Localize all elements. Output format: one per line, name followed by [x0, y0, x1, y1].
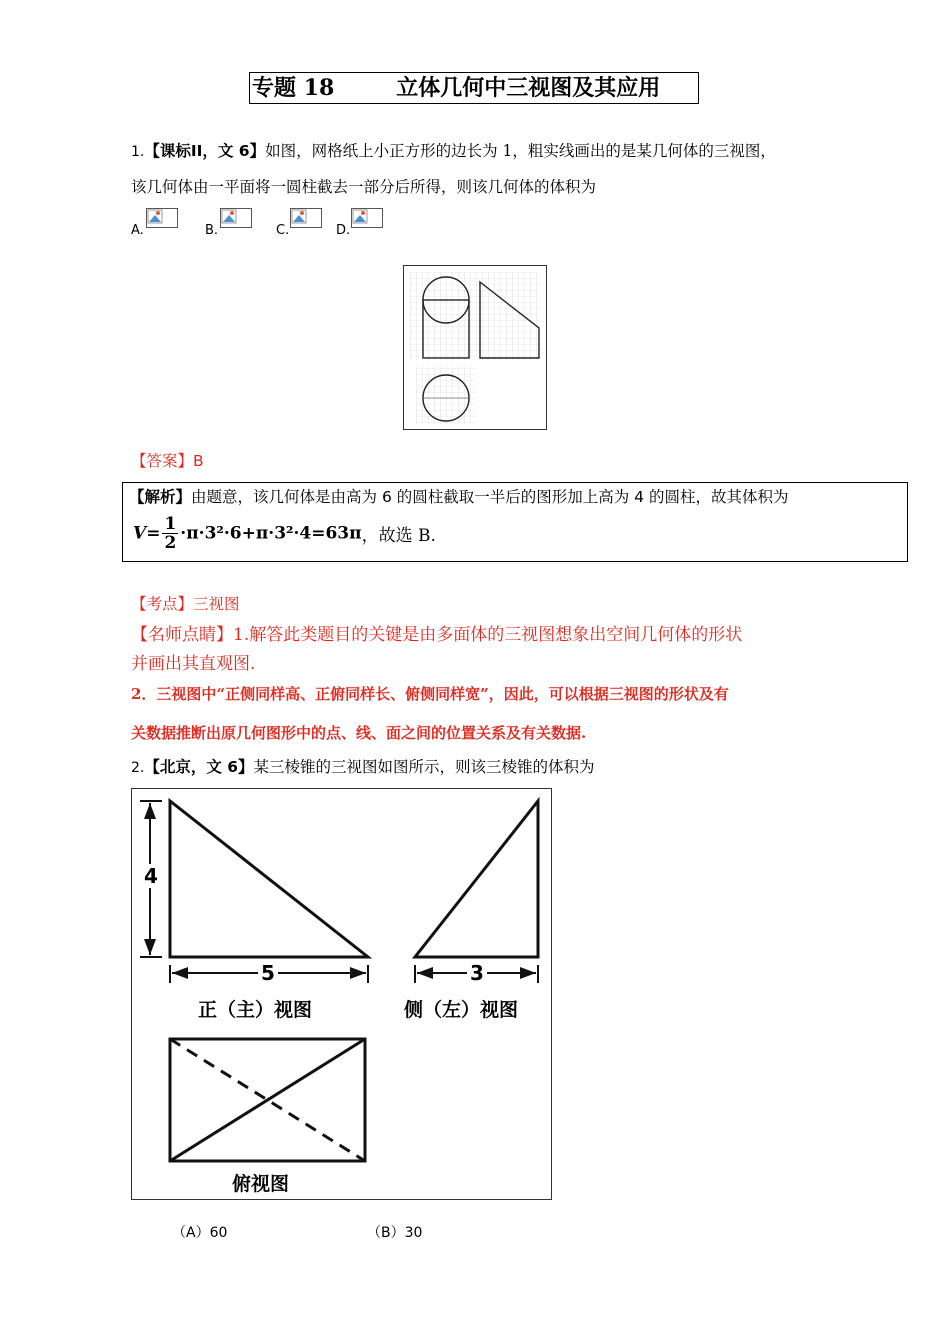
q1-source: 【课标II，文 6】 [144, 142, 266, 160]
broken-image-icon [290, 208, 322, 228]
broken-image-icon [220, 208, 252, 228]
side-view-label: 侧（左）视图 [404, 999, 519, 1021]
tips-line3: 2．三视图中“正侧同样高、正俯同样长、俯侧同样宽”，因此，可以根据三视图的形状及有 [131, 685, 729, 703]
analysis-text: 由题意，该几何体是由高为 6 的圆柱截取一半后的图形加上高为 4 的圆柱，故其体积为 [191, 488, 789, 506]
formula-eq: = [146, 523, 161, 544]
q2-three-view-figure [131, 788, 552, 1200]
analysis-formula [133, 515, 436, 552]
formula-rest: ·π·3²·6+π·3²·4=63π [180, 523, 362, 544]
analysis-line1 [129, 487, 788, 507]
tips-label: 【名师点睛】 [131, 625, 233, 645]
tips-text-line1: 1.解答此类题目的关键是由多面体的三视图想象出空间几何体的形状 [233, 625, 743, 645]
q2-source: 【北京，文 6】 [144, 758, 254, 776]
top-view-label: 俯视图 [232, 1173, 290, 1195]
formula-v: V [133, 523, 147, 544]
front-view-label: 正（主）视图 [198, 999, 313, 1021]
q1-text-line2: 该几何体由一平面将一圆柱截去一部分后所得，则该几何体的体积为 [131, 178, 597, 196]
dim-side-label: 3 [467, 961, 487, 985]
tips-line4: 关数据推断出原几何图形中的点、线、面之间的位置关系及有关数据. [131, 724, 587, 742]
q2-line [131, 757, 595, 778]
q2-option-b: （B）30 [367, 1225, 423, 1241]
tips-line2: 并画出其直观图. [131, 654, 256, 674]
title-part1: 专题 18 [252, 75, 335, 101]
analysis-box [122, 482, 908, 562]
q1-option-d: D. [336, 223, 351, 238]
answer [131, 451, 204, 471]
q1-three-view-figure [403, 265, 547, 430]
q1-line1 [131, 141, 776, 162]
page-title [249, 72, 699, 104]
title-part2: 立体几何中三视图及其应用 [396, 75, 661, 101]
formula-fraction [162, 515, 178, 552]
tips-line1 [131, 624, 742, 646]
analysis-label: 【解析】 [129, 488, 192, 506]
kaodian-value: 三视图 [193, 595, 240, 613]
fraction-numerator: 1 [164, 514, 177, 534]
formula-tail: ，故选 B. [361, 526, 436, 546]
kaodian [131, 594, 240, 614]
broken-image-icon [146, 208, 178, 228]
fraction-denominator: 2 [164, 533, 177, 553]
q1-option-c: C. [276, 223, 290, 238]
broken-image-icon [351, 208, 383, 228]
q1-option-a: A. [131, 223, 144, 238]
answer-value: B [193, 452, 204, 470]
answer-label: 【答案】 [131, 452, 194, 470]
q1-text-line1: 如图，网格纸上小正方形的边长为 1，粗实线画出的是某几何体的三视图， [265, 142, 776, 160]
dim-width-label: 5 [258, 961, 278, 985]
kaodian-label: 【考点】 [131, 595, 194, 613]
dim-height-label: 4 [142, 864, 160, 888]
q1-number: 1. [131, 144, 145, 160]
q2-number: 2. [131, 760, 145, 776]
q2-text: 某三棱锥的三视图如图所示，则该三棱锥的体积为 [253, 758, 595, 776]
q1-option-b: B. [205, 223, 219, 238]
q2-option-a: （A）60 [172, 1225, 228, 1241]
